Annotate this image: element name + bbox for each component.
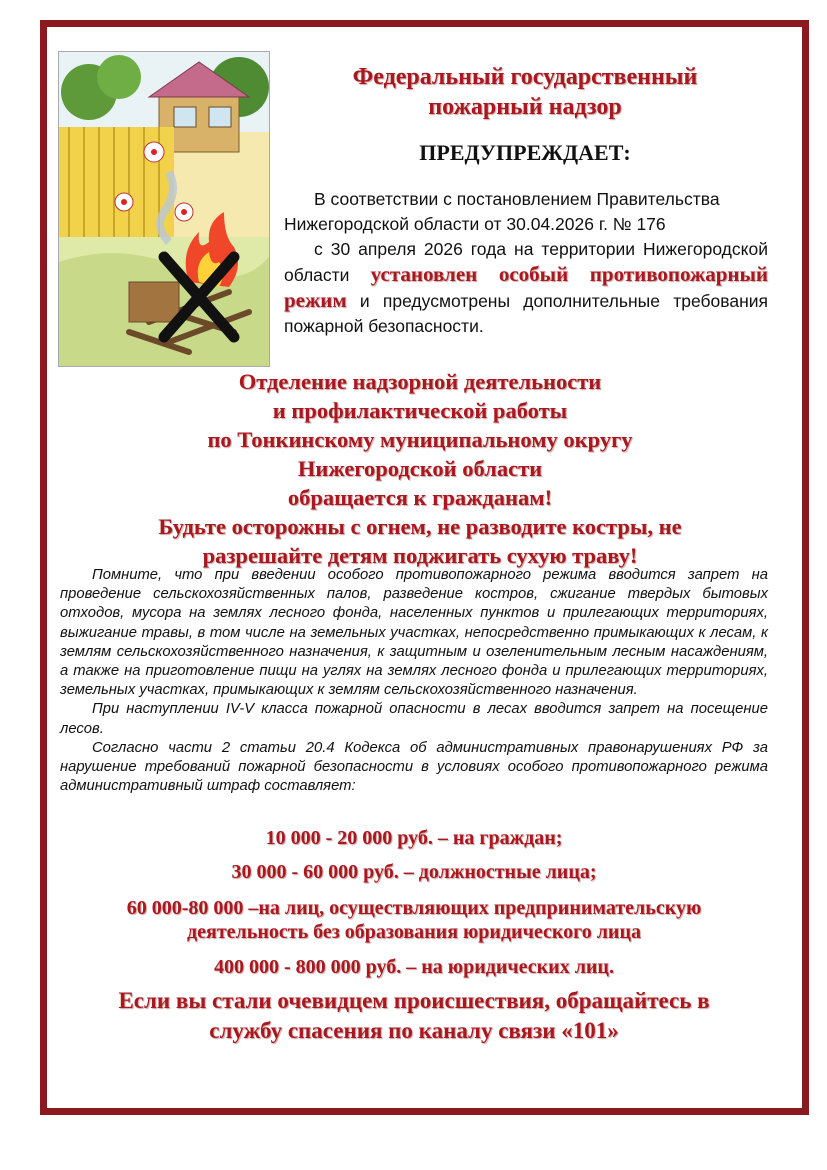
intro-line2: Нижегородской области от 30.04.2026 г. № 176 — [284, 214, 666, 234]
intro-p2-before: с 30 апреля 2026 года на территории Нижегородской области — [284, 239, 768, 285]
department-line3: по Тонкинскому муниципальному округу — [207, 427, 633, 452]
department-line2: и профилактической работы — [272, 398, 568, 423]
header-title-line2: пожарный надзор — [428, 94, 622, 120]
department-line4: Нижегородской области — [297, 456, 543, 481]
fine-officials: 30 000 - 60 000 руб. – должностные лица; — [231, 861, 597, 883]
fine-entrepreneurs-line2: деятельность без образования юридического лица — [187, 921, 641, 943]
fine-entrepreneurs-line1: 60 000-80 000 –на лиц, осуществляющих предпринимательскую — [126, 897, 702, 919]
department-line6: Будьте осторожны с огнем, не разводите костры, не — [158, 514, 682, 539]
fine-citizens: 10 000 - 20 000 руб. – на граждан; — [265, 827, 563, 849]
body-text — [60, 566, 768, 796]
header-title-line1: Федеральный государственный — [352, 64, 698, 90]
emergency-call-notice — [60, 986, 768, 1046]
body-paragraph3: Согласно части 2 статьи 20.4 Кодекса об административных правонарушениях РФ за нарушение требований пожарной безопасности в условиях особого противопожарного режима административный штраф составляет: — [60, 739, 768, 795]
campfire-prohibited-illustration — [58, 51, 270, 367]
intro-p2-after: и предусмотрены дополнительные требования пожарной безопасности. — [284, 291, 768, 336]
department-line5: обращается к гражданам! — [287, 485, 553, 510]
body-paragraph2: При наступлении IV-V класса пожарной опасности в лесах вводится запрет на посещение лесов. — [60, 701, 768, 737]
header-warning: ПРЕДУПРЕЖДАЕТ: — [419, 140, 631, 165]
intro-text — [284, 187, 768, 339]
footer-line2: службу спасения по каналу связи «101» — [209, 1018, 619, 1043]
intro-paragraph2 — [284, 237, 768, 339]
department-line1: Отделение надзорной деятельности — [238, 369, 602, 394]
body-paragraph1: Помните, что при введении особого противопожарного режима вводится запрет на проведение сельскохозяйственных палов, разведение костров, сжигание твердых бытовых отходов, мусора на землях лесного фонда, населенных пунктов и прилегающих территориях, выжигание травы, в том числе на земельных участках, непосредственно примыкающих к лесам, к землям сельскохозяйственного назначения, к защитным и озеленительным лесным насаждениям, а также на приготовление пищи на углях на землях лесного фонда и прилегающих территориях, земельных участках, примыкающих к землям сельскохозяйственного назначения. — [60, 567, 768, 699]
footer-line1: Если вы стали очевидцем происшествия, обращайтесь в — [118, 988, 710, 1013]
intro-line1: В соответствии с постановлением Правительства — [314, 189, 720, 209]
department-line7: разрешайте детям поджигать сухую траву! — [202, 543, 638, 568]
fine-legal: 400 000 - 800 000 руб. – на юридических лиц. — [214, 956, 614, 978]
department-appeal — [60, 367, 780, 570]
intro-p2-highlight: установлен особый противопожарный режим — [284, 262, 768, 312]
